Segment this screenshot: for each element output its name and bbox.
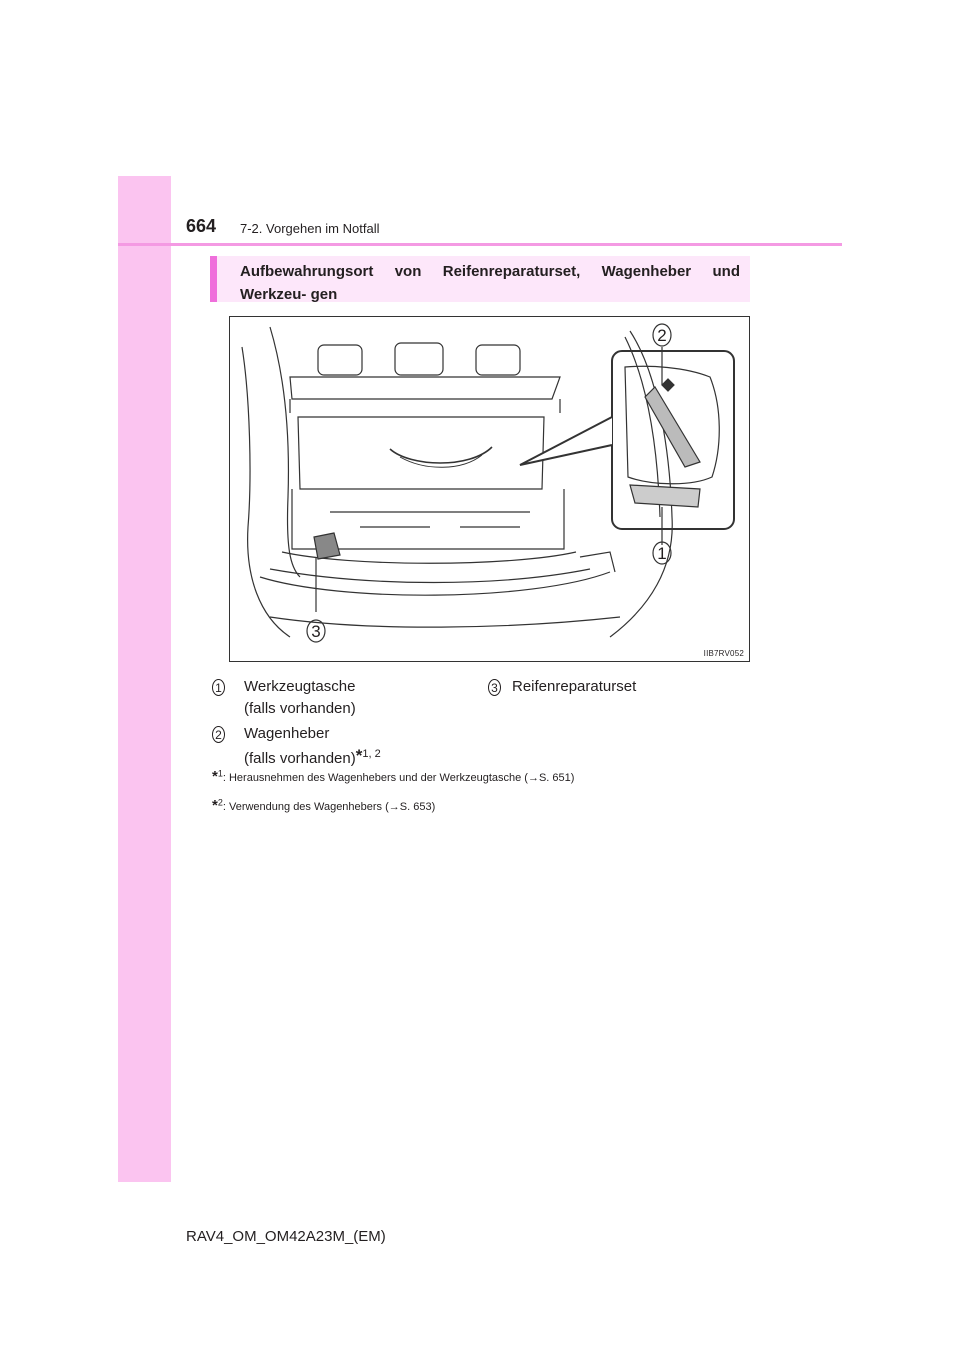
legend-1-line1: Werkzeugtasche: [244, 678, 356, 695]
legend-2-superscript: 1, 2: [362, 748, 381, 760]
legend-3-line1: Reifenreparaturset: [512, 678, 637, 695]
section-title: 7-2. Vorgehen im Notfall: [240, 221, 380, 236]
chapter-side-band: [118, 176, 171, 1182]
footnote-2-text: : Verwendung des Wagenhebers (→S. 653): [222, 801, 436, 813]
figure-code: IIB7RV052: [703, 649, 744, 658]
legend-2-star: *: [355, 746, 363, 765]
legend-text-2: [244, 723, 381, 770]
legend-2-line2: [244, 745, 381, 770]
footnote-2-index: 2: [217, 797, 223, 808]
footnote-1-star: *: [212, 768, 218, 785]
footnote-1-text: : Herausnehmen des Wagenhebers und der Werkzeugtasche (→S. 651): [222, 772, 575, 784]
heading-box: [210, 256, 750, 302]
trunk-illustration: [229, 316, 750, 662]
legend-badge-1: 1: [212, 679, 225, 696]
legend-badge-3: 3: [488, 679, 501, 696]
heading-title: Aufbewahrungsort von Reifenreparaturset, Wagenheber und Werkzeu- gen: [240, 263, 740, 303]
trunk-drawing: [230, 317, 749, 661]
legend-text-1: [244, 676, 356, 720]
legend-2-line1: Wagenheber: [244, 725, 330, 742]
callout-label-3: 3: [311, 622, 321, 641]
header-rule: [118, 243, 842, 246]
heading-accent-bar: [210, 256, 217, 302]
callout-label-1: 1: [657, 544, 667, 563]
callout-label-2: 2: [657, 326, 667, 345]
legend-badge-2: 2: [212, 726, 225, 743]
document-code: RAV4_OM_OM42A23M_(EM): [186, 1228, 386, 1245]
legend-2-line2-text: (falls vorhanden): [244, 750, 356, 767]
footnote-2: [212, 797, 435, 814]
legend-1-line2: (falls vorhanden): [244, 700, 356, 717]
legend-text-3: [512, 676, 636, 698]
footnote-2-star: *: [212, 797, 218, 814]
footnote-1: [212, 768, 574, 785]
page-number: 664: [186, 216, 217, 236]
footnote-1-index: 1: [217, 768, 223, 779]
